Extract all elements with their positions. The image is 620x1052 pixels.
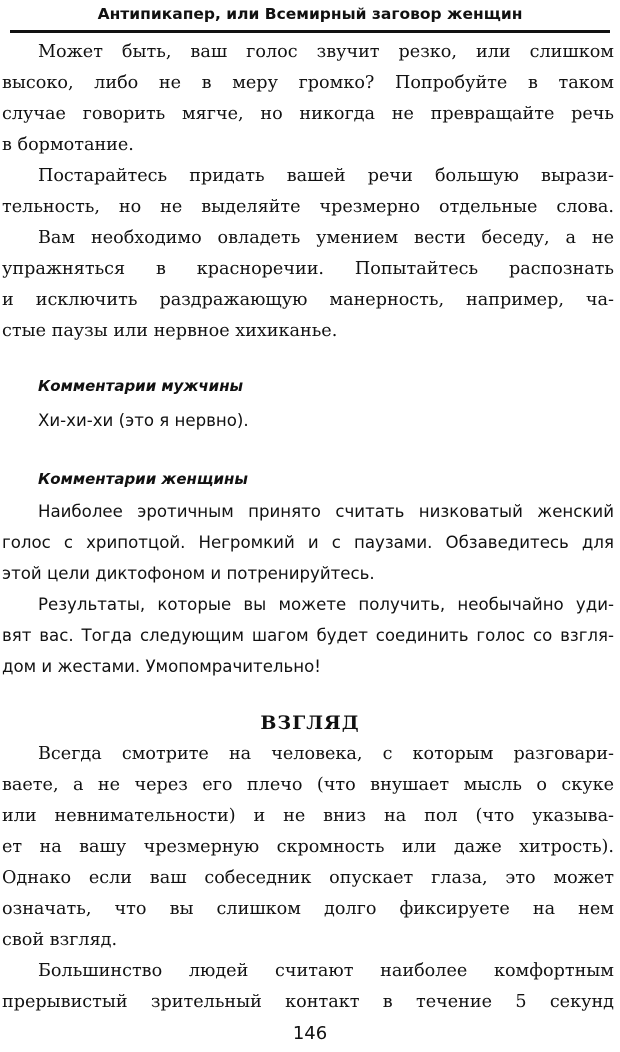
opening-text — [2, 37, 614, 347]
text-line: Наиболее эротичным принято считать низковатый женский — [38, 502, 614, 521]
text-line: высоко, либо не в меру громко? Попробуйте в таком — [2, 73, 614, 93]
text-line: в бормотание. — [2, 135, 134, 155]
running-title: Антипикапер, или Всемирный заговор женщин — [97, 5, 523, 23]
men-comment-text-block — [2, 405, 614, 436]
text-line: упражняться в красноречии. Попытайтесь распознать — [2, 259, 614, 279]
text-line: и исключить раздражающую манерность, например, ча- — [2, 290, 614, 310]
running-header — [10, 2, 610, 33]
women-comment-heading: Комментарии женщины — [38, 470, 248, 488]
text-line: ваете, а не через его плечо (что внушает мысль о скуке — [2, 775, 614, 795]
section-title: ВЗГЛЯД — [260, 712, 360, 734]
text-line: означать, что вы слишком долго фиксируете на нем — [2, 899, 614, 919]
text-line: Может быть, ваш голос звучит резко, или слишком — [38, 42, 614, 62]
men-comment-text: Хи-хи-хи (это я нервно). — [38, 411, 249, 430]
text-line: Постарайтесь придать вашей речи большую вырази- — [38, 166, 614, 186]
men-comment-heading: Комментарии мужчины — [38, 377, 244, 395]
page-number: 146 — [292, 1023, 328, 1044]
text-line: Большинство людей считают наиболее комфортным — [38, 961, 614, 981]
women-comment-block — [2, 467, 614, 491]
text-line: голос с хрипотцой. Негромкий и с паузами. Обзаведитесь для — [2, 533, 614, 552]
text-line: Результаты, которые вы можете получить, необычайно уди- — [38, 595, 614, 614]
text-line: стые паузы или нервное хихиканье. — [2, 321, 338, 341]
text-line: ет на вашу чрезмерную скромность или даже хитрость). — [2, 837, 614, 857]
text-line: Вам необходимо овладеть умением вести беседу, а не — [38, 228, 614, 248]
text-line: свой взгляд. — [2, 930, 118, 950]
men-comment-block — [2, 374, 614, 398]
text-line: Однако если ваш собеседник опускает глаза, это может — [2, 868, 614, 888]
text-line: Всегда смотрите на человека, с которым разговари- — [38, 744, 614, 764]
text-line: этой цели диктофоном и потренируйтесь. — [2, 564, 375, 583]
text-line: вят вас. Тогда следующим шагом будет соединить голос со взгля- — [2, 626, 614, 645]
text-line: тельность, но не выделяйте чрезмерно отдельные слова. — [2, 197, 614, 217]
text-line: дом и жестами. Умопомрачительно! — [2, 657, 321, 676]
text-line: прерывистый зрительный контакт в течение 5 секунд — [2, 992, 614, 1012]
text-line: случае говорить мягче, но никогда не превращайте речь — [2, 104, 614, 124]
women-comment-text-block — [2, 496, 614, 682]
section-text — [2, 739, 614, 1018]
text-line: или невнимательности) и не вниз на пол (что указыва- — [2, 806, 614, 826]
